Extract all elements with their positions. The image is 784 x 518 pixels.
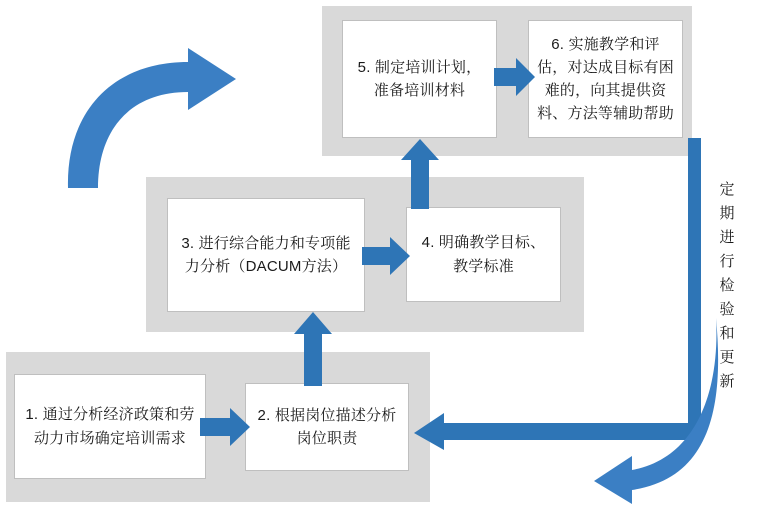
node-step5-label: 5. 制定培训计划，准备培训材料 xyxy=(357,58,482,99)
arrow-curved-restart-bottom xyxy=(594,318,724,504)
node-step2[interactable] xyxy=(245,383,409,471)
arrow-step1-to-step2 xyxy=(200,408,252,446)
node-step1-label: 1. 通过分析经济政策和劳动力市场确定培训需求 xyxy=(25,406,195,447)
node-step4-label: 4. 明确教学目标、教学标准 xyxy=(421,234,546,275)
arrow-curved-restart-top xyxy=(60,48,250,188)
node-step5[interactable] xyxy=(342,20,497,138)
node-step3[interactable] xyxy=(167,198,365,312)
node-step3-label: 3. 进行综合能力和专项能力分析（DACUM方法） xyxy=(181,234,351,275)
side-label-periodic-review xyxy=(714,178,740,394)
side-label-text: 定期进行检验和更新 xyxy=(719,181,735,390)
arrow-step2-to-step3 xyxy=(294,312,332,386)
node-step2-label: 2. 根据岗位描述分析岗位职责 xyxy=(257,406,397,447)
node-step6[interactable] xyxy=(528,20,683,138)
arrow-step5-to-step6 xyxy=(494,58,536,96)
node-step6-label: 6. 实施教学和评估，对达成目标有困难的，向其提供资料、方法等辅助帮助 xyxy=(537,35,674,123)
node-step1[interactable] xyxy=(14,374,206,479)
